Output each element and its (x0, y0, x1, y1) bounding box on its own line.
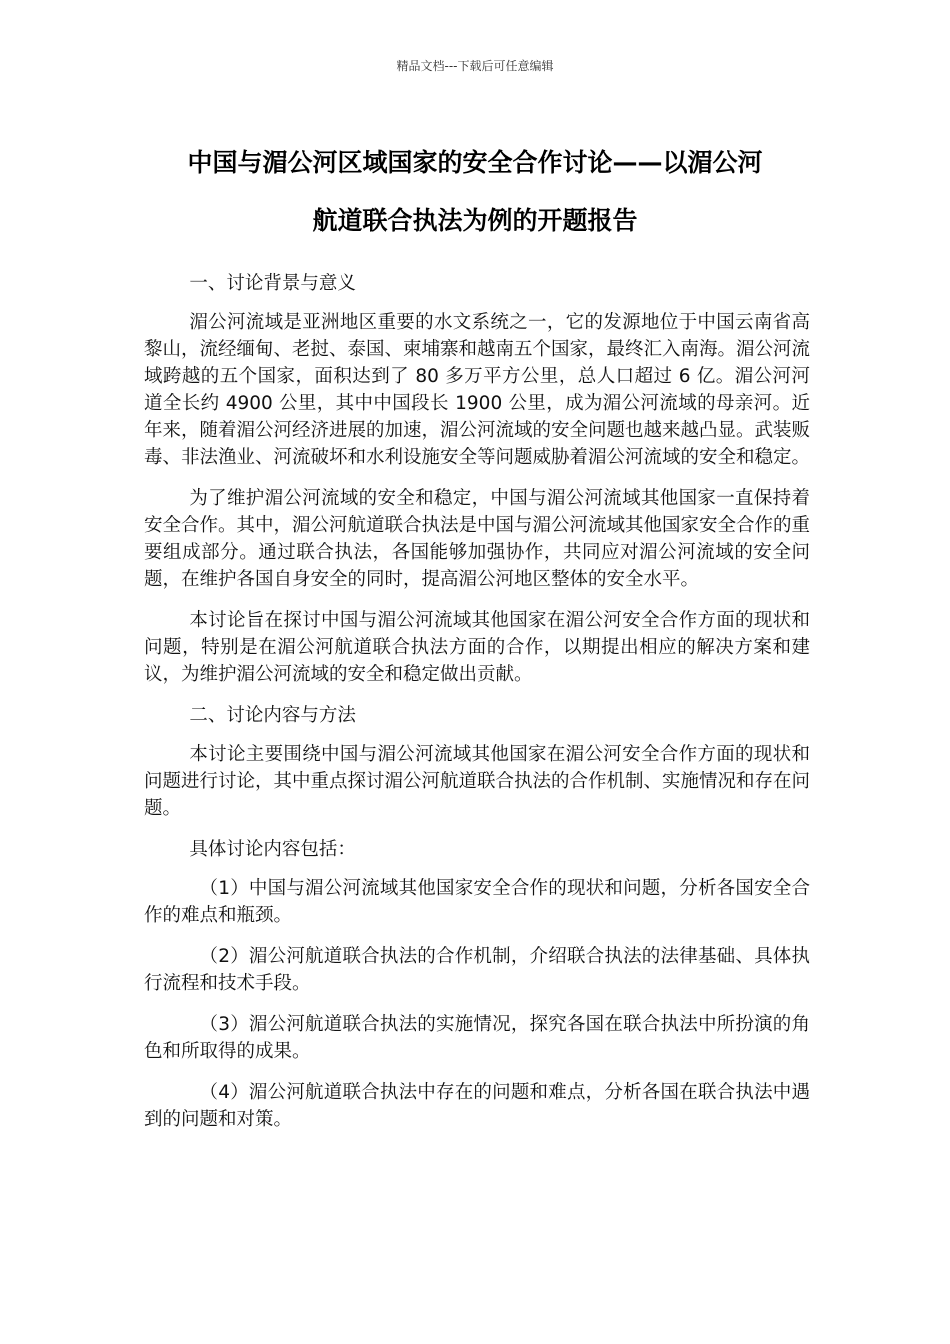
list-item: （4）湄公河航道联合执法中存在的问题和难点，分析各国在联合执法中遇到的问题和对策。 (144, 1082, 810, 1130)
list-item: （1）中国与湄公河流域其他国家安全合作的现状和问题，分析各国安全合作的难点和瓶颈。 (144, 878, 810, 926)
section-1-heading: 一、讨论背景与意义 (189, 273, 356, 294)
header-watermark: 精品文档---下载后可任意编辑 (396, 59, 554, 73)
paragraph-cooperation: 为了维护湄公河流域的安全和稳定，中国与湄公河流域其他国家一直保持着安全合作。其中，湄公河航道联合执法是中国与湄公河流域其他国家安全合作的重要组成部分。通过联合执法，各国能够加强协作，共同应对湄公河流域的安全问题，在维护各国自身安全的同时，提高湄公河地区整体的安全水平。 (144, 488, 811, 590)
section-2-heading: 二、讨论内容与方法 (189, 705, 356, 726)
list-item: （2）湄公河航道联合执法的合作机制，介绍联合执法的法律基础、具体执行流程和技术手段。 (144, 946, 810, 994)
paragraph-purpose: 本讨论旨在探讨中国与湄公河流域其他国家在湄公河安全合作方面的现状和问题，特别是在湄公河航道联合执法方面的合作，以期提出相应的解决方案和建议，为维护湄公河流域的安全和稳定做出贡献。 (144, 610, 810, 685)
document-body (144, 270, 810, 1147)
title-line-1: 中国与湄公河区域国家的安全合作讨论——以湄公河 (187, 148, 763, 177)
title-line-2: 航道联合执法为例的开题报告 (312, 206, 638, 235)
document-title (120, 134, 830, 250)
list-intro: 具体讨论内容包括： (189, 839, 356, 860)
list-item: （3）湄公河航道联合执法的实施情况，探究各国在联合执法中所扮演的角色和所取得的成果。 (144, 1014, 810, 1062)
paragraph-background: 湄公河流域是亚洲地区重要的水文系统之一，它的发源地位于中国云南省高黎山，流经缅甸、老挝、泰国、柬埔寨和越南五个国家，最终汇入南海。湄公河流域跨越的五个国家，面积达到了 80 多万平方公里，总人口超过 6 亿。湄公河河道全长约 4900 公里，其中中国段长 1900 公里，成为湄公河流域的母亲河。近年来，随着湄公河经济进展的加速，湄公河流域的安全问题也越来越凸显。武装贩毒、非法渔业、河流破坏和水利设施安全等问题威胁着湄公河流域的安全和稳定。 (144, 312, 811, 468)
paragraph-research-focus: 本讨论主要围绕中国与湄公河流域其他国家在湄公河安全合作方面的现状和问题进行讨论，其中重点探讨湄公河航道联合执法的合作机制、实施情况和存在问题。 (144, 744, 811, 819)
